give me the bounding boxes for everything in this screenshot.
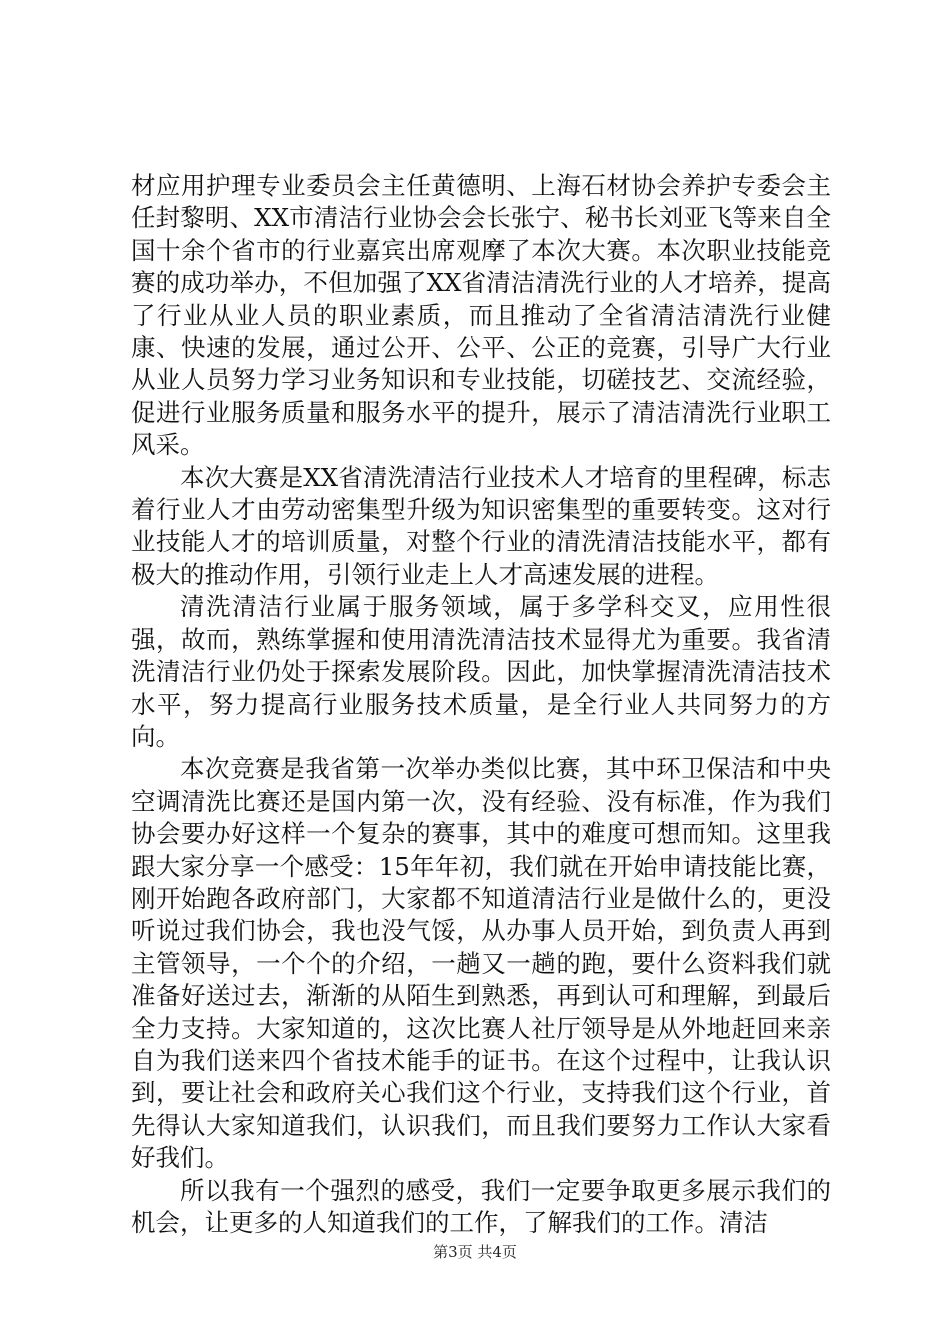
document-body [131,170,831,1239]
paragraph-continued: 材应用护理专业委员会主任黄德明、上海石材协会养护专委会主任封黎明、XX市清洁行业协会会长张宁、秘书长刘亚飞等来自全国十余个省市的行业嘉宾出席观摩了本次大赛。本次职业技能竞赛的成功举办，不但加强了XX省清洁清洗行业的人才培养，提高了行业从业人员的职业素质，而且推动了全省清洁清洗行业健康、快速的发展，通过公开、公平、公正的竞赛，引导广大行业从业人员努力学习业务知识和专业技能，切磋技艺、交流经验，促进行业服务质量和服务水平的提升，展示了清洁清洗行业职工风采。 [131,171,831,460]
page-number-footer: 第3页 共4页 [433,1243,517,1261]
paragraph: 所以我有一个强烈的感受，我们一定要争取更多展示我们的机会，让更多的人知道我们的工作，了解我们的工作。清洁 [131,1175,831,1237]
paragraph: 本次竞赛是我省第一次举办类似比赛，其中环卫保洁和中央空调清洗比赛还是国内第一次，没有经验、没有标准，作为我们协会要办好这样一个复杂的赛事，其中的难度可想而知。这里我跟大家分享一个感受：15年年初，我们就在开始申请技能比赛，刚开始跑各政府部门，大家都不知道清洁行业是做什么的，更没听说过我们协会，我也没气馁，从办事人员开始，到负责人再到主管领导，一个个的介绍，一趟又一趟的跑，要什么资料我们就准备好送过去，渐渐的从陌生到熟悉，再到认可和理解，到最后全力支持。大家知道的，这次比赛人社厅领导是从外地赶回来亲自为我们送来四个省技术能手的证书。在这个过程中，让我认识到，要让社会和政府关心我们这个行业，支持我们这个行业，首先得认大家知道我们，认识我们，而且我们要努力工作认大家看好我们。 [131,754,831,1173]
paragraph: 本次大赛是XX省清洗清洁行业技术人才培育的里程碑，标志着行业人才由劳动密集型升级为知识密集型的重要转变。这对行业技能人才的培训质量，对整个行业的清洗清洁技能水平，都有极大的推动作用，引领行业走上人才高速发展的进程。 [131,462,831,589]
paragraph: 清洗清洁行业属于服务领域，属于多学科交叉，应用性很强，故而，熟练掌握和使用清洗清洁技术显得尤为重要。我省清洗清洁行业仍处于探索发展阶段。因此，加快掌握清洗清洁技术水平，努力提高行业服务技术质量，是全行业人共同努力的方向。 [131,592,831,751]
